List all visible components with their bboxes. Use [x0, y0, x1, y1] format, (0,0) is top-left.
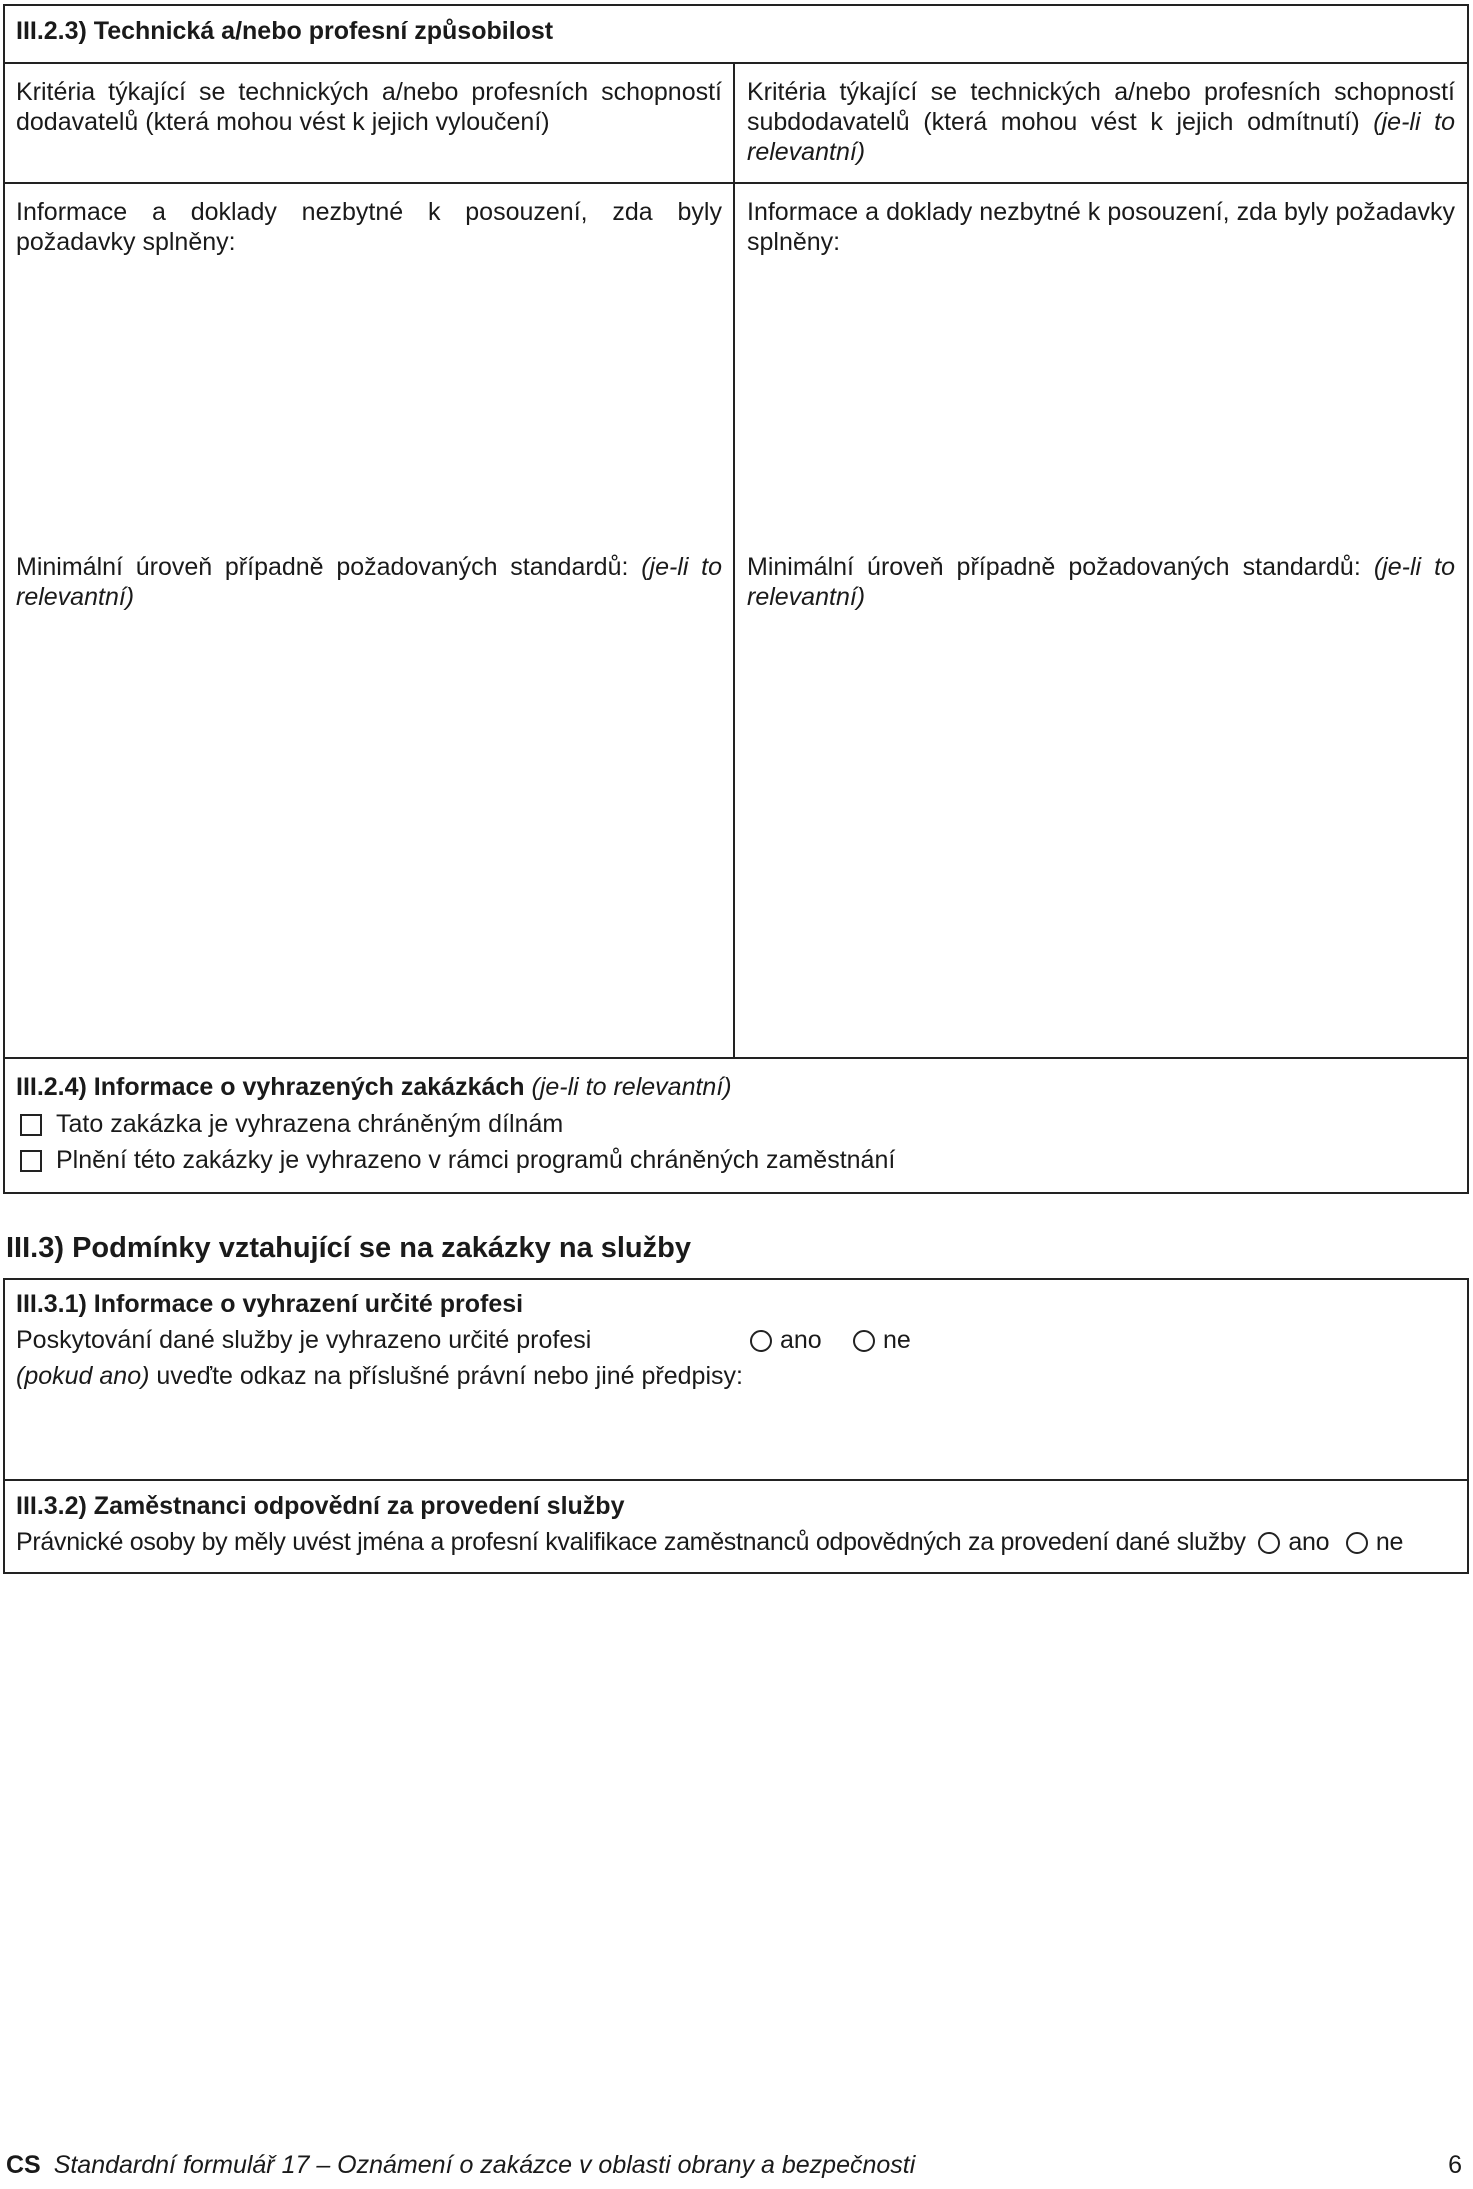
- section-332-heading: III.3.2) Zaměstnanci odpovědní za provedení služby: [16, 1492, 625, 1520]
- reserved-option-1[interactable]: [20, 1109, 1320, 1139]
- left-criteria: Kritéria týkající se technických a/nebo profesních schopností dodavatelů (která mohou vést k jejich vyloučení): [16, 78, 722, 136]
- left-min-level-text: Minimální úroveň případně požadovaných standardů:: [16, 553, 629, 581]
- section-332-question: Právnické osoby by měly uvést jména a profesní kvalifikace zaměstnanců odpovědných za provedení dané služby: [16, 1528, 1246, 1556]
- checkbox[interactable]: [20, 1114, 42, 1136]
- right-criteria: [747, 77, 1455, 167]
- section-324-heading-note: (je-li to relevantní): [531, 1073, 732, 1101]
- footer: [6, 2150, 1466, 2180]
- left-min-level: [16, 552, 722, 612]
- yes-label: ano: [1288, 1528, 1330, 1556]
- footer-page-number: 6: [1448, 2151, 1462, 2179]
- column-divider: [733, 62, 735, 1058]
- right-criteria-text: Kritéria týkající se technických a/nebo profesních schopností subdodavatelů (která mohou vést k jejich odmítnutí): [747, 78, 1455, 136]
- section-331-heading: III.3.1) Informace o vyhrazení určité profesi: [16, 1290, 524, 1318]
- no-label: ne: [883, 1326, 911, 1354]
- checkbox[interactable]: [20, 1150, 42, 1172]
- divider: [3, 1057, 1469, 1059]
- radio-button[interactable]: [1258, 1532, 1280, 1554]
- divider: [3, 182, 1469, 184]
- right-criteria-note: (je-li to relevantní): [747, 108, 1455, 166]
- radio-button[interactable]: [750, 1330, 772, 1352]
- followup-note: (pokud ano): [16, 1362, 150, 1390]
- section-232-heading: III.2.3) Technická a/nebo profesní způsobilost: [16, 17, 554, 45]
- section-331-question: Poskytování dané služby je vyhrazeno určité profesi: [16, 1326, 592, 1354]
- right-info: Informace a doklady nezbytné k posouzení, zda byly požadavky splněny:: [747, 198, 1455, 256]
- section-324-heading-row: [16, 1072, 1316, 1102]
- left-min-level-note: (je-li to relevantní): [16, 553, 722, 611]
- no-label: ne: [1375, 1528, 1404, 1556]
- reserved-option-2-label: Plnění této zakázky je vyhrazeno v rámci programů chráněných zaměstnání: [56, 1146, 896, 1174]
- right-min-level-note: (je-li to relevantní): [747, 553, 1455, 611]
- radio-button[interactable]: [853, 1330, 875, 1352]
- section-324-heading: III.2.4) Informace o vyhrazených zakázkách: [16, 1073, 525, 1101]
- radio-button[interactable]: [1346, 1532, 1368, 1554]
- section-331-no-option[interactable]: [853, 1325, 953, 1355]
- section-332-question-row: [16, 1527, 1461, 1557]
- reserved-option-1-label: Tato zakázka je vyhrazena chráněným dílnám: [56, 1110, 564, 1138]
- reserved-option-2[interactable]: [20, 1145, 1320, 1175]
- followup-text: uveďte odkaz na příslušné právní nebo jiné předpisy:: [156, 1362, 743, 1390]
- section-33-heading: III.3) Podmínky vztahující se na zakázky na služby: [6, 1232, 691, 1264]
- yes-label: ano: [780, 1326, 822, 1354]
- right-min-level: [747, 552, 1455, 612]
- right-min-level-text: Minimální úroveň případně požadovaných standardů:: [747, 553, 1361, 581]
- footer-form-title: Standardní formulář 17 – Oznámení o zakázce v oblasti obrany a bezpečnosti: [53, 2151, 916, 2179]
- divider: [3, 1479, 1469, 1481]
- section-331-followup: [16, 1361, 1216, 1391]
- footer-lang: CS: [6, 2151, 41, 2179]
- left-info: Informace a doklady nezbytné k posouzení, zda byly požadavky splněny:: [16, 198, 722, 256]
- divider: [3, 62, 1469, 64]
- section-331-yes-option[interactable]: [750, 1325, 850, 1355]
